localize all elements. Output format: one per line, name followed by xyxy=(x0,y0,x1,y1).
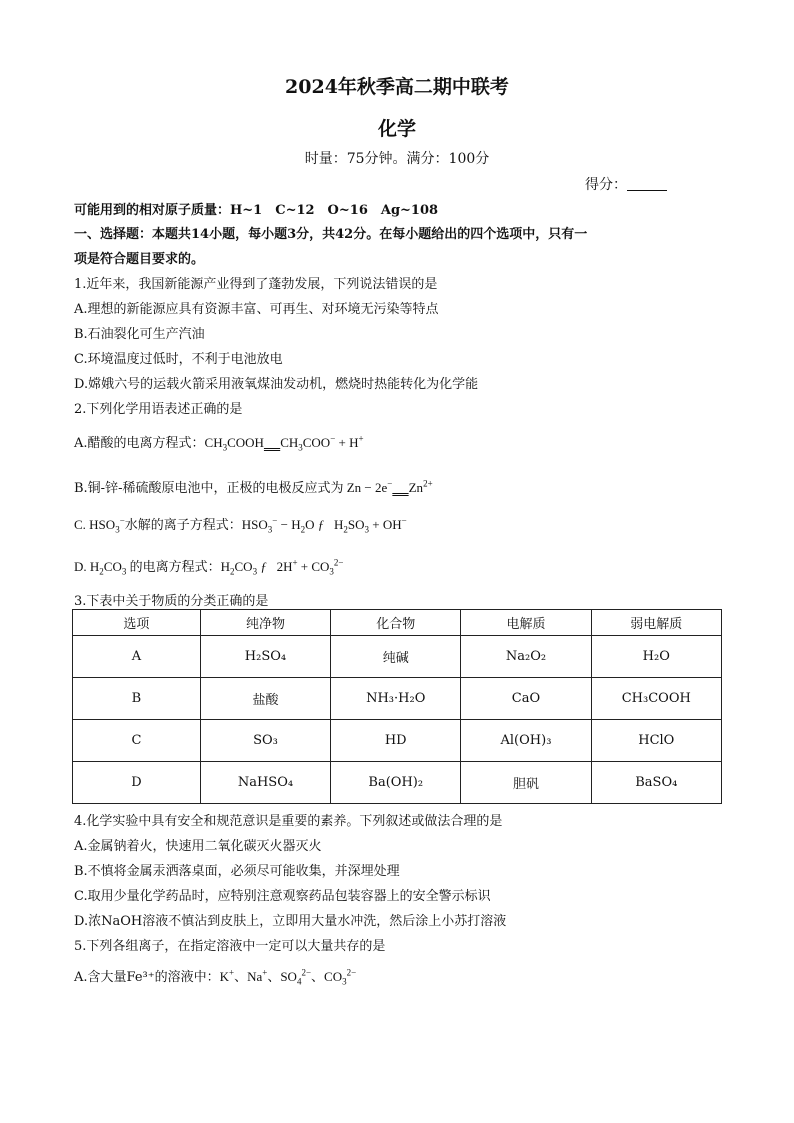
q3-stem: 3.下表中关于物质的分类正确的是 xyxy=(74,594,269,609)
table-cell: HClO xyxy=(591,720,721,762)
exam-title: 2024年秋季高二期中联考 xyxy=(285,76,509,98)
table-cell: NH₃·H₂O xyxy=(331,678,461,720)
table-cell: D xyxy=(73,762,201,804)
table-cell: B xyxy=(73,678,201,720)
q1-option-d[interactable]: D.嫦娥六号的运载火箭采用液氧煤油发动机，燃烧时热能转化为化学能 xyxy=(74,377,479,392)
q1-stem: 1.近年来，我国新能源产业得到了蓬勃发展，下列说法错误的是 xyxy=(74,277,438,292)
section1-instructions-line2: 项是符合题目要求的。 xyxy=(74,252,205,267)
score-field xyxy=(585,174,667,194)
q2-option-a-formula: $CH_3COOH$ $CH_3COO^- + H^+$ xyxy=(204,433,364,453)
table-cell: Al(OH)₃ xyxy=(461,720,591,762)
subject-title: 化学 xyxy=(377,118,416,140)
q2-option-d-prefix: D. $H_2CO_3$ xyxy=(74,559,127,577)
time-score-info: 时量：75分钟。满分：100分 xyxy=(304,151,490,167)
table-row xyxy=(73,678,722,720)
q4-option-a[interactable]: A.金属钠着火，快速用二氧化碳灭火器灭火 xyxy=(74,839,322,854)
q4-option-b[interactable]: B.不慎将金属汞洒落桌面，必须尽可能收集，并深埋处理 xyxy=(74,864,400,879)
table-cell: HD xyxy=(331,720,461,762)
table-cell: BaSO₄ xyxy=(591,762,721,804)
table-cell: Na₂O₂ xyxy=(461,636,591,678)
table-cell: C xyxy=(73,720,201,762)
q2-option-c-text: 水解的离子方程式： xyxy=(124,518,242,533)
table-cell: NaHSO₄ xyxy=(200,762,330,804)
q1-option-c[interactable]: C.环境温度过低时，不利于电池放电 xyxy=(74,352,283,367)
q3-classification-table xyxy=(72,609,722,804)
q5-option-a-ions: K+、Na+、$SO_4^{2-}$、$CO_3^{2-}$ xyxy=(219,967,357,987)
q2-option-a[interactable] xyxy=(74,432,364,453)
q2-option-d[interactable] xyxy=(74,556,344,577)
q2-option-c-prefix: C. $HSO_3^-$ xyxy=(74,515,125,535)
header-weak-electrolyte: 弱电解质 xyxy=(591,610,721,636)
section1-instructions-line1: 一、选择题：本题共14小题，每小题3分，共42分。在每小题给出的四个选项中，只有一 xyxy=(74,227,588,242)
q2-option-b-formula: Zn − 2e− $Zn^{2+}$ xyxy=(343,478,433,495)
table-cell: A xyxy=(73,636,201,678)
q4-stem: 4.化学实验中具有安全和规范意识是重要的素养。下列叙述或做法合理的是 xyxy=(74,814,503,829)
table-cell: SO₃ xyxy=(200,720,330,762)
table-cell: 盐酸 xyxy=(200,678,330,720)
score-blank[interactable] xyxy=(627,176,667,191)
table-row xyxy=(73,762,722,804)
table-row xyxy=(73,720,722,762)
q1-option-a[interactable]: A.理想的新能源应具有资源丰富、可再生、对环境无污染等特点 xyxy=(74,302,439,317)
score-label: 得分： xyxy=(585,177,627,193)
q4-option-c[interactable]: C.取用少量化学药品时，应特别注意观察药品包装容器上的安全警示标识 xyxy=(74,889,491,904)
q2-stem: 2.下列化学用语表述正确的是 xyxy=(74,402,243,417)
header-option: 选项 xyxy=(73,610,201,636)
table-cell: 纯碱 xyxy=(331,636,461,678)
q2-option-d-text: 的电离方程式： xyxy=(129,560,221,575)
q5-option-a[interactable] xyxy=(74,966,356,987)
q2-option-c[interactable] xyxy=(74,514,407,535)
header-compound: 化合物 xyxy=(331,610,461,636)
q2-option-d-formula: $H_2CO_3$ ƒ $2H^+ + CO_3^{2-}$ xyxy=(220,557,344,577)
q2-option-b-text: B.铜-锌-稀硫酸原电池中，正极的电极反应式为 xyxy=(74,481,344,496)
q4-option-d[interactable]: D.浓NaOH溶液不慎沾到皮肤上，立即用大量水冲洗，然后涂上小苏打溶液 xyxy=(74,914,507,929)
header-pure-substance: 纯净物 xyxy=(200,610,330,636)
q2-option-c-formula: $HSO_3^- - H_2O$ ƒ $H_2SO_3 + OH^-$ xyxy=(241,515,407,535)
q2-option-a-text: A.醋酸的电离方程式： xyxy=(74,436,205,451)
table-cell: H₂O xyxy=(591,636,721,678)
table-cell: H₂SO₄ xyxy=(200,636,330,678)
q5-stem: 5.下列各组离子，在指定溶液中一定可以大量共存的是 xyxy=(74,939,386,954)
header-electrolyte: 电解质 xyxy=(461,610,591,636)
table-cell: 胆矾 xyxy=(461,762,591,804)
table-cell: CH₃COOH xyxy=(591,678,721,720)
table-header-row xyxy=(73,610,722,636)
q1-option-b[interactable]: B.石油裂化可生产汽油 xyxy=(74,327,205,342)
table-cell: Ba(OH)₂ xyxy=(331,762,461,804)
q5-option-a-text: A.含大量Fe³⁺的溶液中： xyxy=(74,970,220,985)
table-row xyxy=(73,636,722,678)
q2-option-b[interactable] xyxy=(74,477,433,496)
table-cell: CaO xyxy=(461,678,591,720)
atomic-masses: 可能用到的相对原子质量：H~1 C~12 O~16 Ag~108 xyxy=(74,203,439,218)
